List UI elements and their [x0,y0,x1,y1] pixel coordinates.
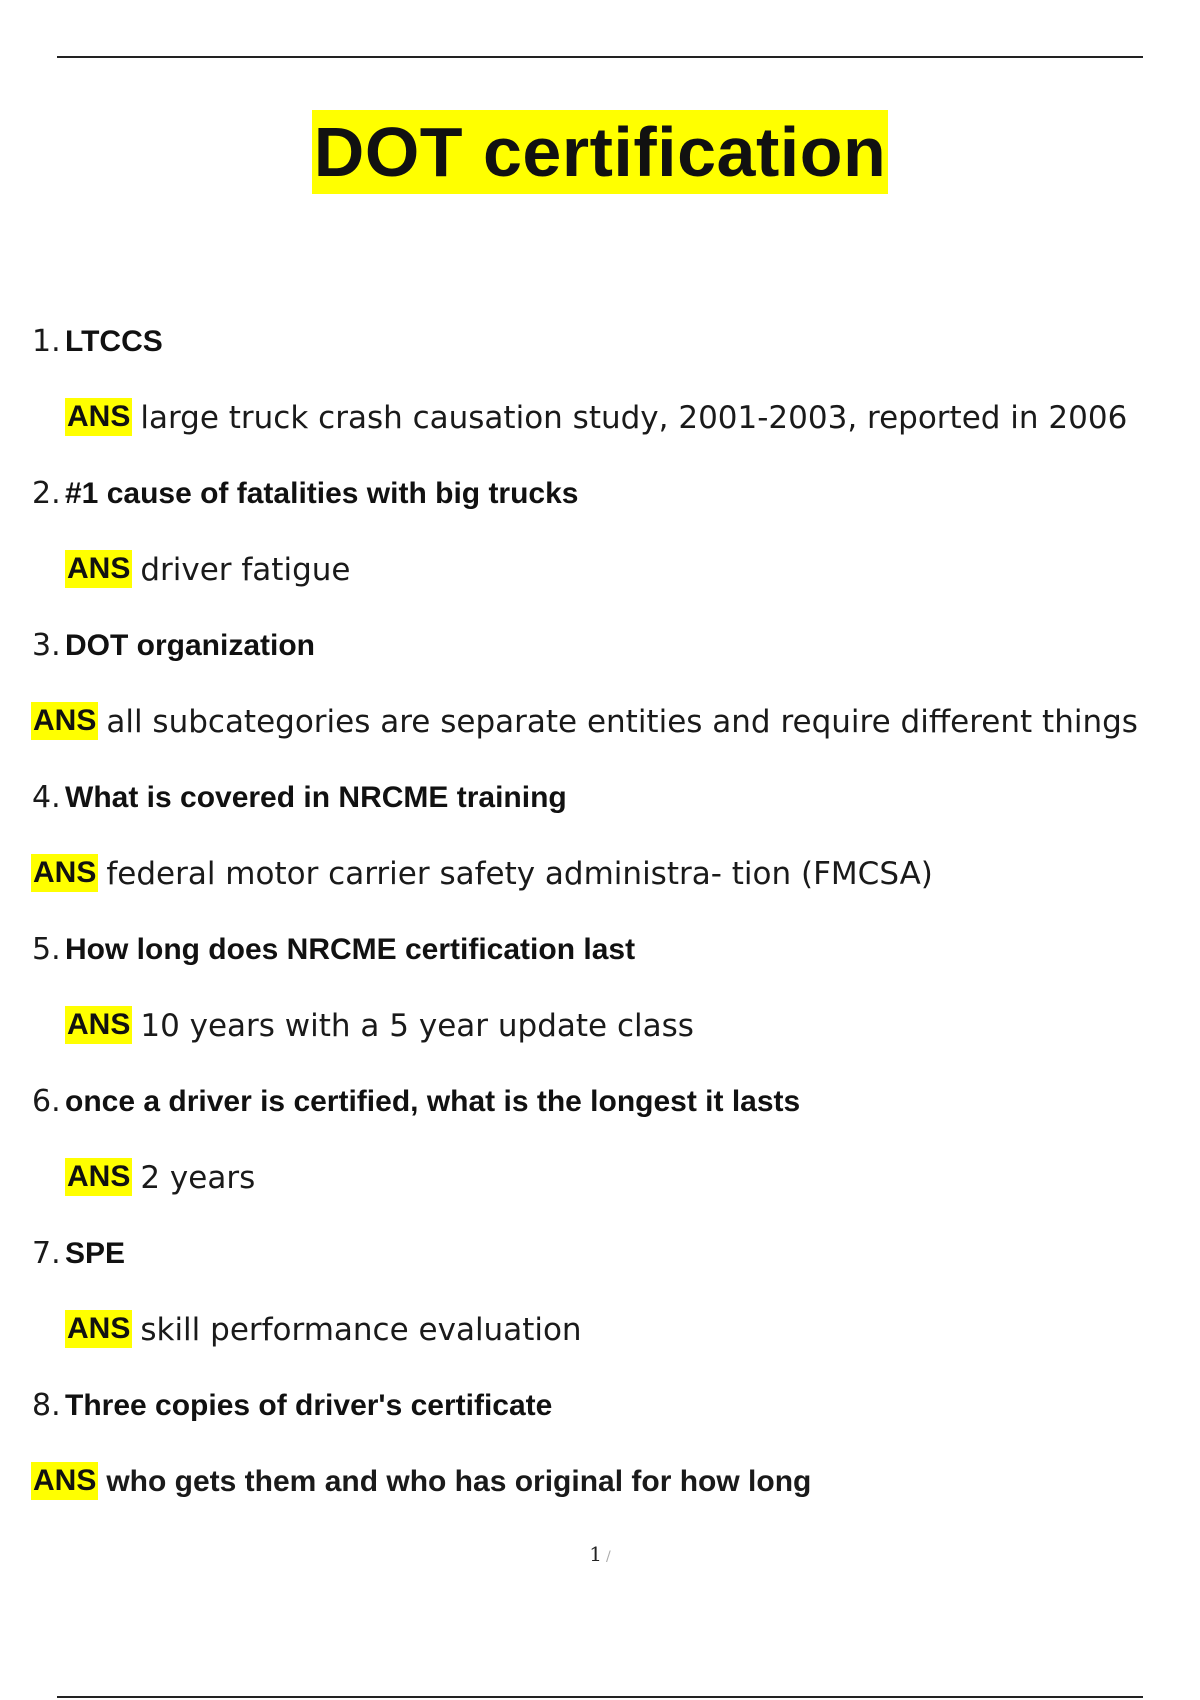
answer-label: ANS [65,1310,132,1348]
answer-row [65,550,1200,626]
question-row [32,930,1200,1006]
answer-label: ANS [65,1006,132,1044]
answer-row [65,1158,1200,1234]
question-text: once a driver is certified, what is the longest it lasts [65,1085,801,1118]
answer-row [65,1310,1200,1386]
answer-text: 10 years with a 5 year update class [140,1008,694,1044]
question-row [32,474,1200,550]
question-row [32,1082,1200,1158]
question-text: SPE [65,1237,126,1270]
question-number: 3. [32,628,61,663]
page-number-value: 1 [589,1542,602,1566]
question-number: 4. [32,780,61,815]
question-text: LTCCS [65,325,163,358]
answer-row [65,1006,1200,1082]
answer-label: ANS [31,702,98,740]
answer-label: ANS [65,1158,132,1196]
question-row [32,1386,1200,1462]
question-row [32,626,1200,702]
answer-row [31,1462,1200,1538]
answer-label: ANS [65,398,132,436]
answer-text: all subcategories are separate entities and require different things [106,704,1138,740]
question-text: DOT organization [65,629,315,662]
answer-text: large truck crash causation study, 2001-2003, reported in 2006 [140,400,1128,436]
answer-row [65,398,1200,474]
page-number [0,1542,1200,1566]
page-separator: / [606,1549,611,1565]
question-text: #1 cause of fatalities with big trucks [65,477,579,510]
answer-text: driver fatigue [140,552,351,588]
answer-row [31,702,1200,778]
question-text: Three copies of driver's certificate [65,1389,553,1422]
question-row [32,1234,1200,1310]
question-number: 6. [32,1084,61,1119]
question-row [32,322,1200,398]
question-text: How long does NRCME certification last [65,933,636,966]
question-number: 8. [32,1388,61,1423]
document-title: DOT certification [312,110,888,194]
question-number: 2. [32,476,61,511]
answer-text: federal motor carrier safety administra- tion (FMCSA) [106,856,933,892]
question-number: 7. [32,1236,61,1271]
answer-row [31,854,1200,930]
answer-label: ANS [31,1462,98,1500]
answer-text: skill performance evaluation [140,1312,582,1348]
question-number: 1. [32,324,61,359]
top-rule [57,56,1143,58]
answer-text: who gets them and who has original for how long [106,1465,812,1498]
question-row [32,778,1200,854]
answer-label: ANS [31,854,98,892]
question-number: 5. [32,932,61,967]
qa-list [0,322,1200,1538]
bottom-rule [57,1696,1143,1698]
answer-label: ANS [65,550,132,588]
title-container [0,110,1200,194]
question-text: What is covered in NRCME training [65,781,567,814]
answer-text: 2 years [140,1160,256,1196]
